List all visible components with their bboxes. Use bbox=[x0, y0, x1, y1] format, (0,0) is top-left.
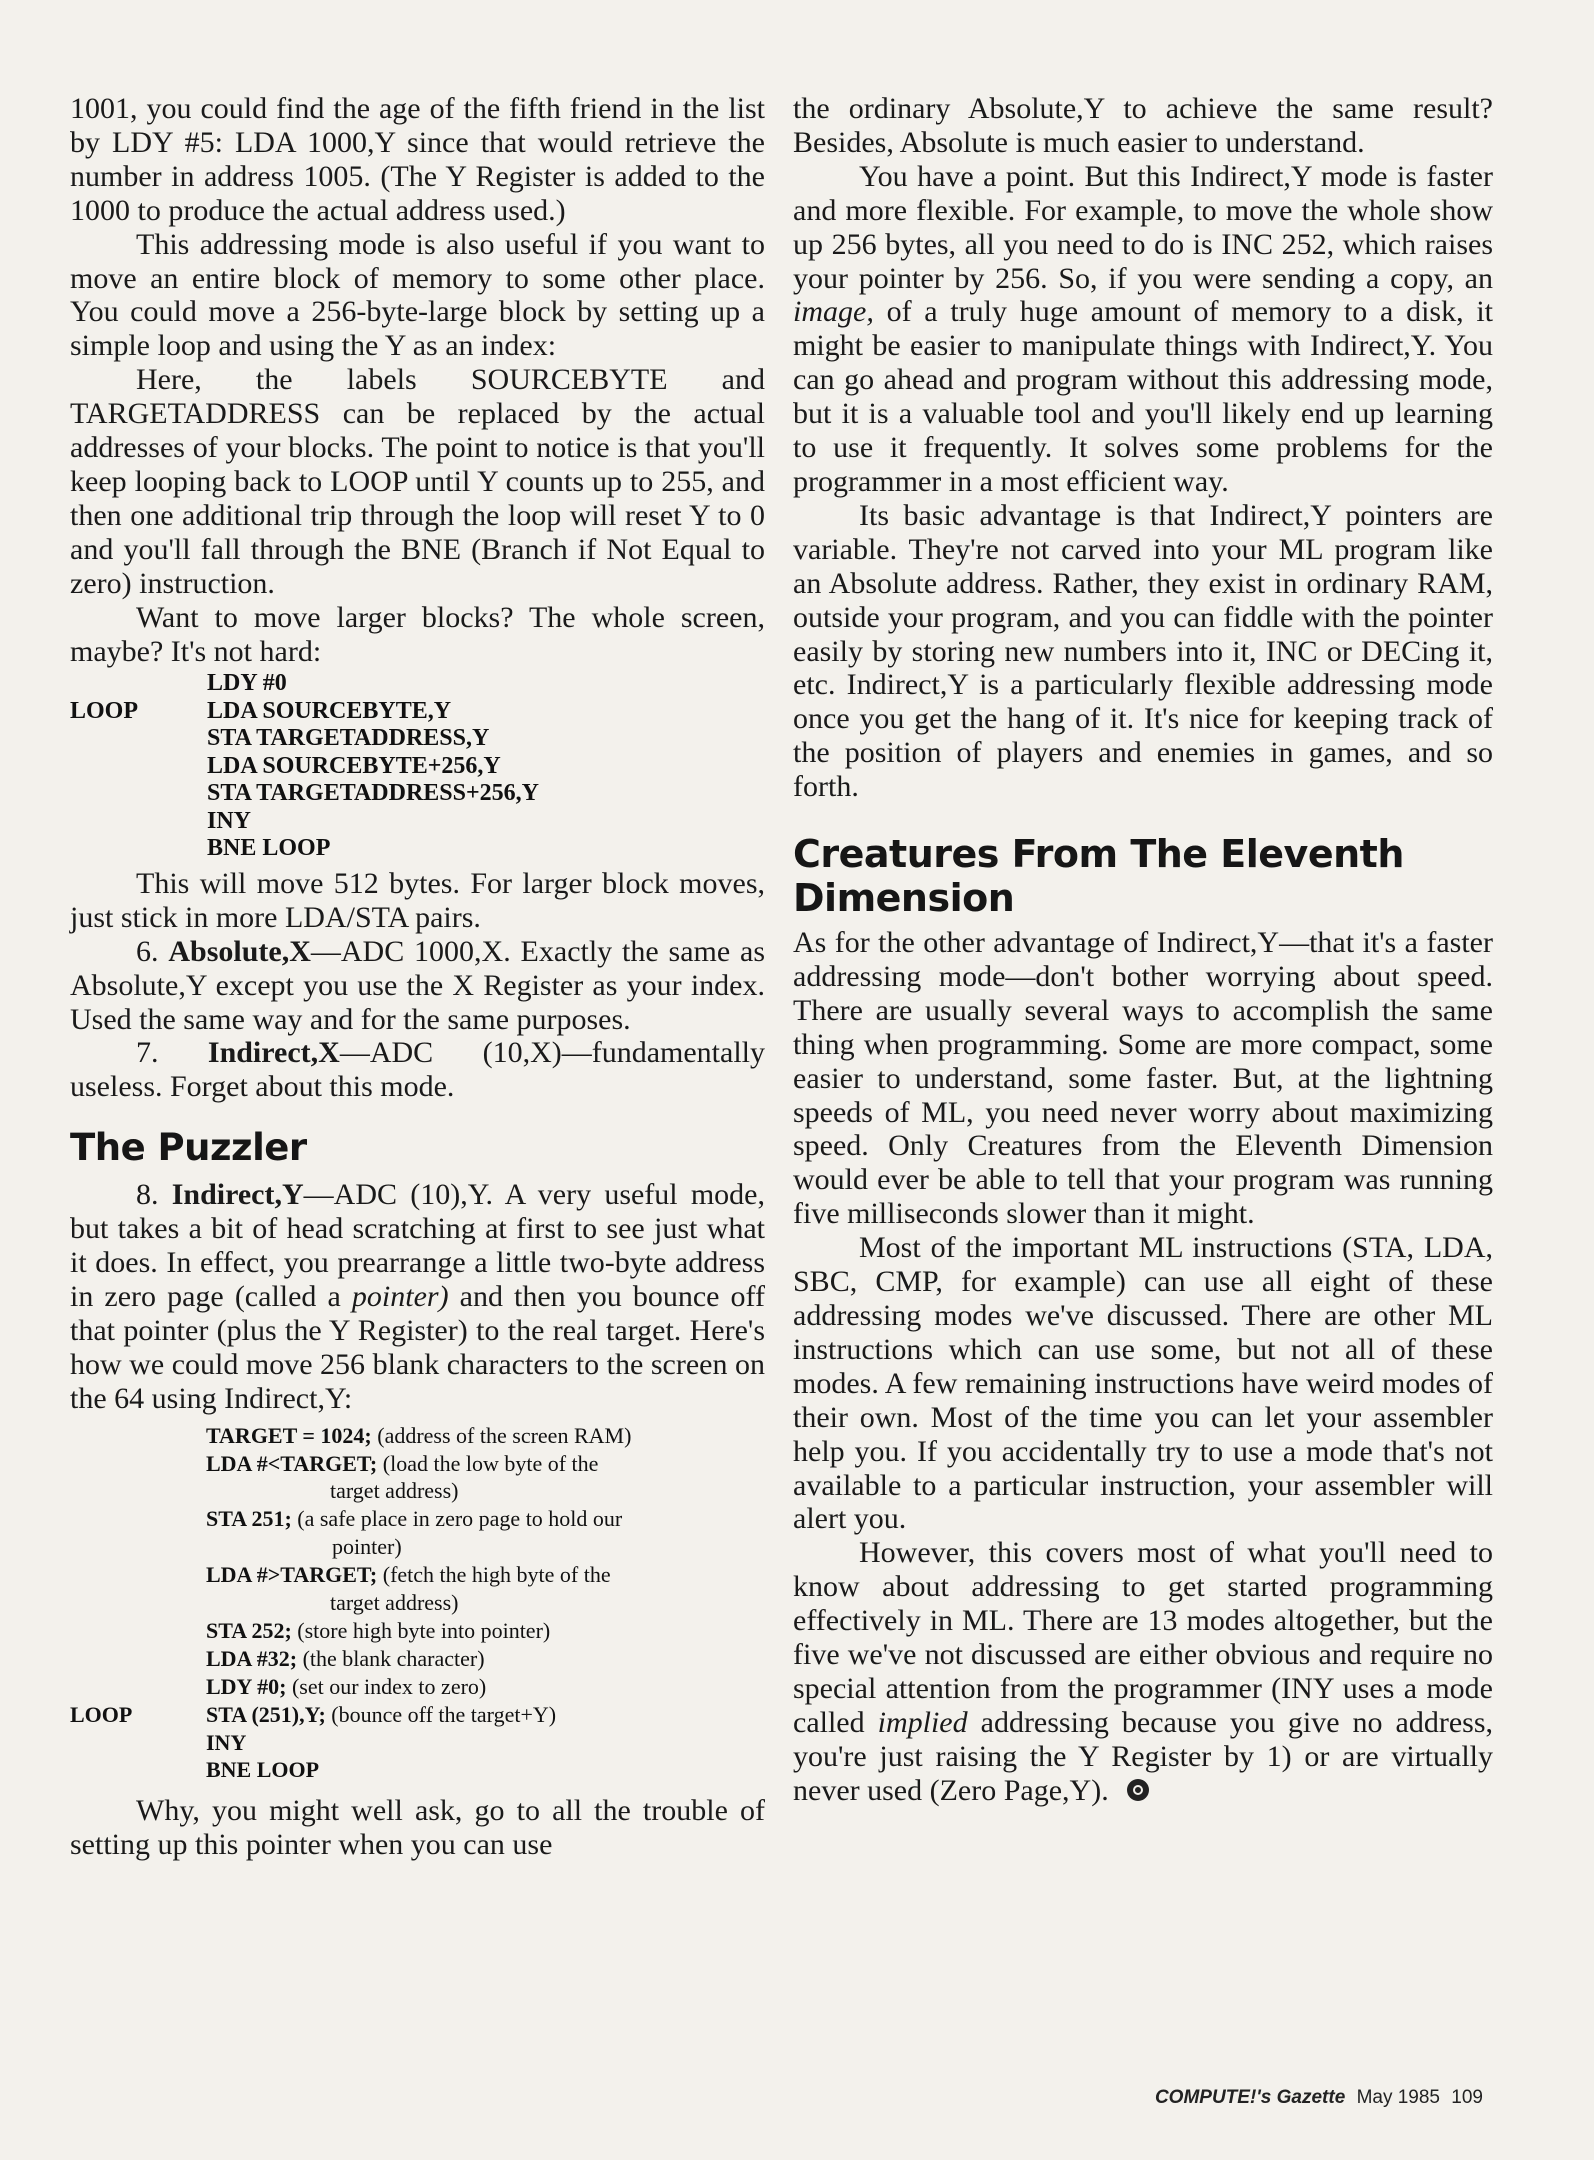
page-footer bbox=[1149, 2087, 1483, 2109]
code-line: LDA SOURCEBYTE+256,Y bbox=[207, 752, 501, 779]
code-line: STA TARGETADDRESS,Y bbox=[207, 725, 490, 752]
left-paragraph-1: 1001, you could find the age of the fifth friend in the list by LDY #5: LDA 1000,Y since that would retrieve the number in address 1005. (The Y Register is added to the 1000 to produce the actual address used.) bbox=[70, 92, 765, 227]
right-column bbox=[793, 92, 1493, 1808]
left-paragraph-8: 8. Indirect,Y—ADC (10),Y. A very useful mode, but takes a bit of head scratching at first to see just what it does. In effect, you prearrange a little two-byte address in zero page (called a pointer) and then you bounce off that pointer (plus the Y Register) to the real target. Here's how we could move 256 blank characters to the screen on the 64 using Indirect,Y: bbox=[70, 1178, 765, 1415]
heading-creatures: Creatures From The Eleventh Dimension bbox=[793, 832, 1404, 921]
code-line: STA 251; (a safe place in zero page to hold our pointer) bbox=[206, 1506, 623, 1560]
code-line: TARGET = 1024; (address of the screen RAM) bbox=[206, 1422, 632, 1448]
right-paragraph-4: As for the other advantage of Indirect,Y—that it's a faster addressing mode—don't bother worrying about speed. There are usually several ways to accomplish the same thing when programming. Some are more compact, some easier to understand, some faster. But, at the lightning speeds of ML, you need never worry about maximizing speed. Only Creatures from the Eleventh Dimension would ever be able to tell that your program was running five milliseconds slower than it might. bbox=[793, 926, 1493, 1231]
code-line: BNE LOOP bbox=[206, 1757, 320, 1783]
left-column bbox=[70, 92, 765, 1862]
left-paragraph-5: This will move 512 bytes. For larger block moves, just stick in more LDA/STA pairs. bbox=[70, 866, 765, 934]
code-line: STA 252; (store high byte into pointer) bbox=[206, 1617, 551, 1643]
right-paragraph-3: Its basic advantage is that Indirect,Y pointers are variable. They're not carved into your ML program like an Absolute address. Rather, they exist in ordinary RAM, outside your program, and you can fiddle with the pointer easily by storing new numbers into it, INC or DECing it, etc. Indirect,Y is a particularly flexible addressing mode once you get the hang of it. It's nice for keeping track of the position of players and enemies in games, and so forth. bbox=[793, 498, 1493, 804]
code-line: LDA #>TARGET; (fetch the high byte of the target address) bbox=[206, 1562, 611, 1616]
magazine-name: COMPUTE!'s Gazette bbox=[1154, 2087, 1346, 2108]
page-number: 109 bbox=[1451, 2087, 1483, 2108]
left-paragraph-3: Here, the labels SOURCEBYTE and TARGETADDRESS can be replaced by the actual addresses of your blocks. The point to notice is that you'll keep looping back to LOOP until Y counts up to 255, and then one additional trip through the loop will reset Y to 0 and you'll fall through the BNE (Branch if Not Equal to zero) instruction. bbox=[70, 363, 765, 600]
right-paragraph-6: However, this covers most of what you'll need to know about addressing to get started programming effectively in ML. There are 13 modes altogether, but the five we've not discussed are either obvious and require no special attention from the programmer (INY uses a mode called implied addressing because you give no address, you're just raising the Y Register by 1) or are virtually never used (Zero Page,Y). bbox=[793, 1536, 1493, 1807]
code-line: LOOP LDA SOURCEBYTE,Y bbox=[70, 697, 452, 724]
left-paragraph-6: 6. Absolute,X—ADC 1000,X. Exactly the same as Absolute,Y except you use the X Register as your index. Used the same way and for the same purposes. bbox=[70, 934, 765, 1036]
issue-date: May 1985 bbox=[1356, 2087, 1441, 2108]
left-paragraph-9: Why, you might well ask, go to all the trouble of setting up this pointer when you can use bbox=[70, 1794, 765, 1862]
left-paragraph-7: 7. Indirect,X—ADC (10,X)—fundamentally useless. Forget about this mode. bbox=[70, 1036, 765, 1104]
code-line: INY bbox=[207, 807, 252, 834]
code-line: BNE LOOP bbox=[207, 835, 331, 862]
left-paragraph-2: This addressing mode is also useful if you want to move an entire block of memory to some other place. You could move a 256-byte-large block by setting up a simple loop and using the Y as an index: bbox=[70, 227, 765, 363]
code-line: LDA #32; (the blank character) bbox=[206, 1645, 485, 1671]
right-paragraph-1: the ordinary Absolute,Y to achieve the same result? Besides, Absolute is much easier to understand. bbox=[793, 92, 1493, 159]
code-line: INY bbox=[206, 1729, 247, 1755]
left-paragraph-4: Want to move larger blocks? The whole screen, maybe? It's not hard: bbox=[70, 600, 765, 668]
code-line: LDY #0 bbox=[207, 670, 287, 697]
heading-the-puzzler: The Puzzler bbox=[70, 1126, 307, 1170]
right-paragraph-5: Most of the important ML instructions (STA, LDA, SBC, CMP, for example) can use all eight of these addressing modes we've discussed. There are other ML instructions which can use some, but not all of these modes. A few remaining instructions have weird modes of their own. Most of the time you can let your assembler help you. If you accidentally try to use a mode that's not available to a particular instruction, your assembler will alert you. bbox=[793, 1231, 1493, 1536]
code-line: STA TARGETADDRESS+256,Y bbox=[207, 780, 539, 807]
code-line: LOOP STA (251),Y; (bounce off the target+Y) bbox=[70, 1701, 557, 1727]
end-of-article-icon bbox=[1127, 1779, 1149, 1801]
code-listing-1 bbox=[70, 670, 765, 863]
right-paragraph-2: You have a point. But this Indirect,Y mode is faster and more flexible. For example, to move the whole show up 256 bytes, all you need to do is INC 252, which raises your pointer by 256. So, if you were sending a copy, an image, of a truly huge amount of memory to a disk, it might be easier to manipulate things with Indirect,Y. You can go ahead and program without this addressing mode, but it is a valuable tool and you'll likely end up learning to use it frequently. It solves some problems for the programmer in a most efficient way. bbox=[793, 159, 1493, 498]
code-line: LDY #0; (set our index to zero) bbox=[206, 1673, 487, 1699]
code-listing-2 bbox=[70, 1422, 765, 1785]
code-line: LDA #<TARGET; (load the low byte of the target address) bbox=[206, 1450, 599, 1504]
